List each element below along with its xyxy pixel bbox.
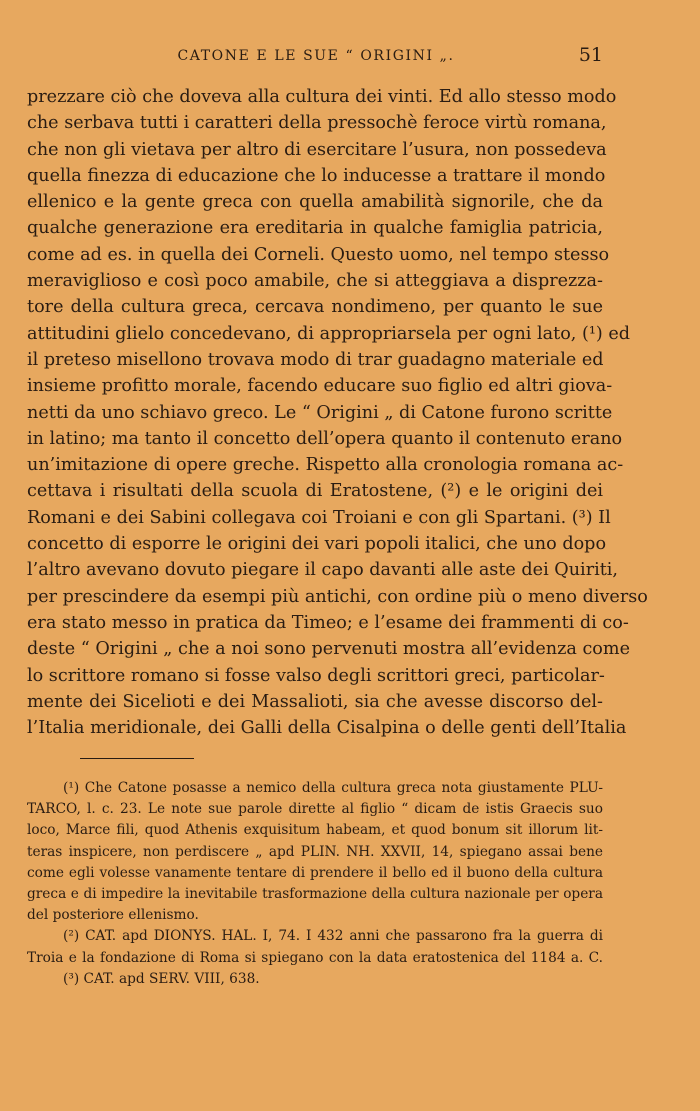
- body-line: quella finezza di educazione che lo inducesse a trattare il mondo: [27, 165, 606, 186]
- body-line: il preteso misellono trovava modo di trar guadagno materiale ed: [27, 349, 604, 370]
- footnotes: [27, 778, 603, 990]
- body-line: prezzare ciò che doveva alla cultura dei vinti. Ed allo stesso modo: [27, 87, 617, 107]
- page-number: 51: [578, 44, 603, 66]
- footnote-line: del posteriore ellenismo.: [27, 907, 199, 924]
- footnote-line: (²) CAT. apd DIONYS. HAL. I, 74. I 432 anni che passarono fra la guerra di: [63, 928, 603, 945]
- footnote-line: TARCO, l. c. 23. Le note sue parole dirette al figlio “ dicam de istis Graecis suo: [27, 801, 603, 818]
- body-line: Romani e dei Sabini collegava coi Troiani e con gli Spartani. (³) Il: [27, 507, 611, 528]
- body-line: per prescindere da esempi più antichi, con ordine più o meno diverso: [27, 586, 648, 607]
- body-line: cettava i risultati della scuola di Eratostene, (²) e le origini dei: [27, 481, 603, 502]
- footnote-line: teras inspicere, non perdiscere „ apd PLIN. NH. XXVII, 14, spiegano assai bene: [27, 843, 603, 860]
- body-line: qualche generazione era ereditaria in qualche famiglia patricia,: [27, 218, 603, 239]
- running-header: [0, 44, 700, 68]
- body-line: tore della cultura greca, cercava nondimeno, per quanto le sue: [27, 297, 603, 318]
- footnote-line: (¹) Che Catone posasse a nemico della cultura greca nota giustamente PLU-: [63, 780, 603, 796]
- footnote-line: Troia e la fondazione di Roma si spiegano con la data eratostenica del 1184 a. C.: [27, 949, 603, 966]
- body-line: concetto di esporre le origini dei vari popoli italici, che uno dopo: [27, 534, 607, 555]
- body-line: attitudini glielo concedevano, di appropriarsela per ogni lato, (¹) ed: [27, 323, 631, 344]
- body-line: mente dei Sicelioti e dei Massalioti, sia che avesse discorso del-: [27, 691, 603, 712]
- body-line: ellenico e la gente greca con quella amabilità signorile, che da: [27, 192, 603, 213]
- body-line: un’imitazione di opere greche. Rispetto alla cronologia romana ac-: [27, 455, 624, 476]
- body-line: che serbava tutti i caratteri della pressochè feroce virtù romana,: [27, 113, 607, 134]
- body-line: netti da uno schiavo greco. Le “ Origini „ di Catone furono scritte: [27, 402, 613, 423]
- body-line: in latino; ma tanto il concetto dell’opera quanto il contenuto erano: [27, 428, 623, 449]
- body-line: deste “ Origini „ che a noi sono pervenuti mostra all’evidenza come: [27, 639, 630, 660]
- body-line: che non gli vietava per altro di esercitare l’usura, non possedeva: [27, 139, 607, 160]
- running-title: CATONE E LE SUE “ ORIGINI „.: [177, 48, 455, 64]
- body-text: [27, 84, 648, 741]
- body-line: era stato messo in pratica da Timeo; e l’esame dei frammenti di co-: [27, 612, 629, 633]
- body-line: meraviglioso e così poco amabile, che si atteggiava a disprezza-: [27, 271, 603, 292]
- body-line: lo scrittore romano si fosse valso degli scrittori greci, particolar-: [27, 665, 605, 686]
- footnote-separator: [80, 758, 194, 759]
- footnote-line: (³) CAT. apd SERV. VIII, 638.: [63, 970, 260, 987]
- body-line: come ad es. in quella dei Corneli. Questo uomo, nel tempo stesso: [27, 244, 610, 265]
- footnote-line: greca e di impedire la inevitabile trasformazione della cultura nazionale per opera: [27, 885, 603, 902]
- footnote-line: loco, Marce fili, quod Athenis exquisitum habeam, et quod bonum sit illorum lit-: [27, 822, 603, 839]
- footnote-line: come egli volesse vanamente tentare di prendere il bello ed il buono della cultura: [27, 864, 603, 881]
- body-line: l’Italia meridionale, dei Galli della Cisalpina o delle genti dell’Italia: [27, 718, 627, 739]
- body-line: insieme profitto morale, facendo educare suo figlio ed altri giova-: [27, 376, 613, 397]
- body-line: l’altro avevano dovuto piegare il capo davanti alle aste dei Quiriti,: [27, 560, 619, 581]
